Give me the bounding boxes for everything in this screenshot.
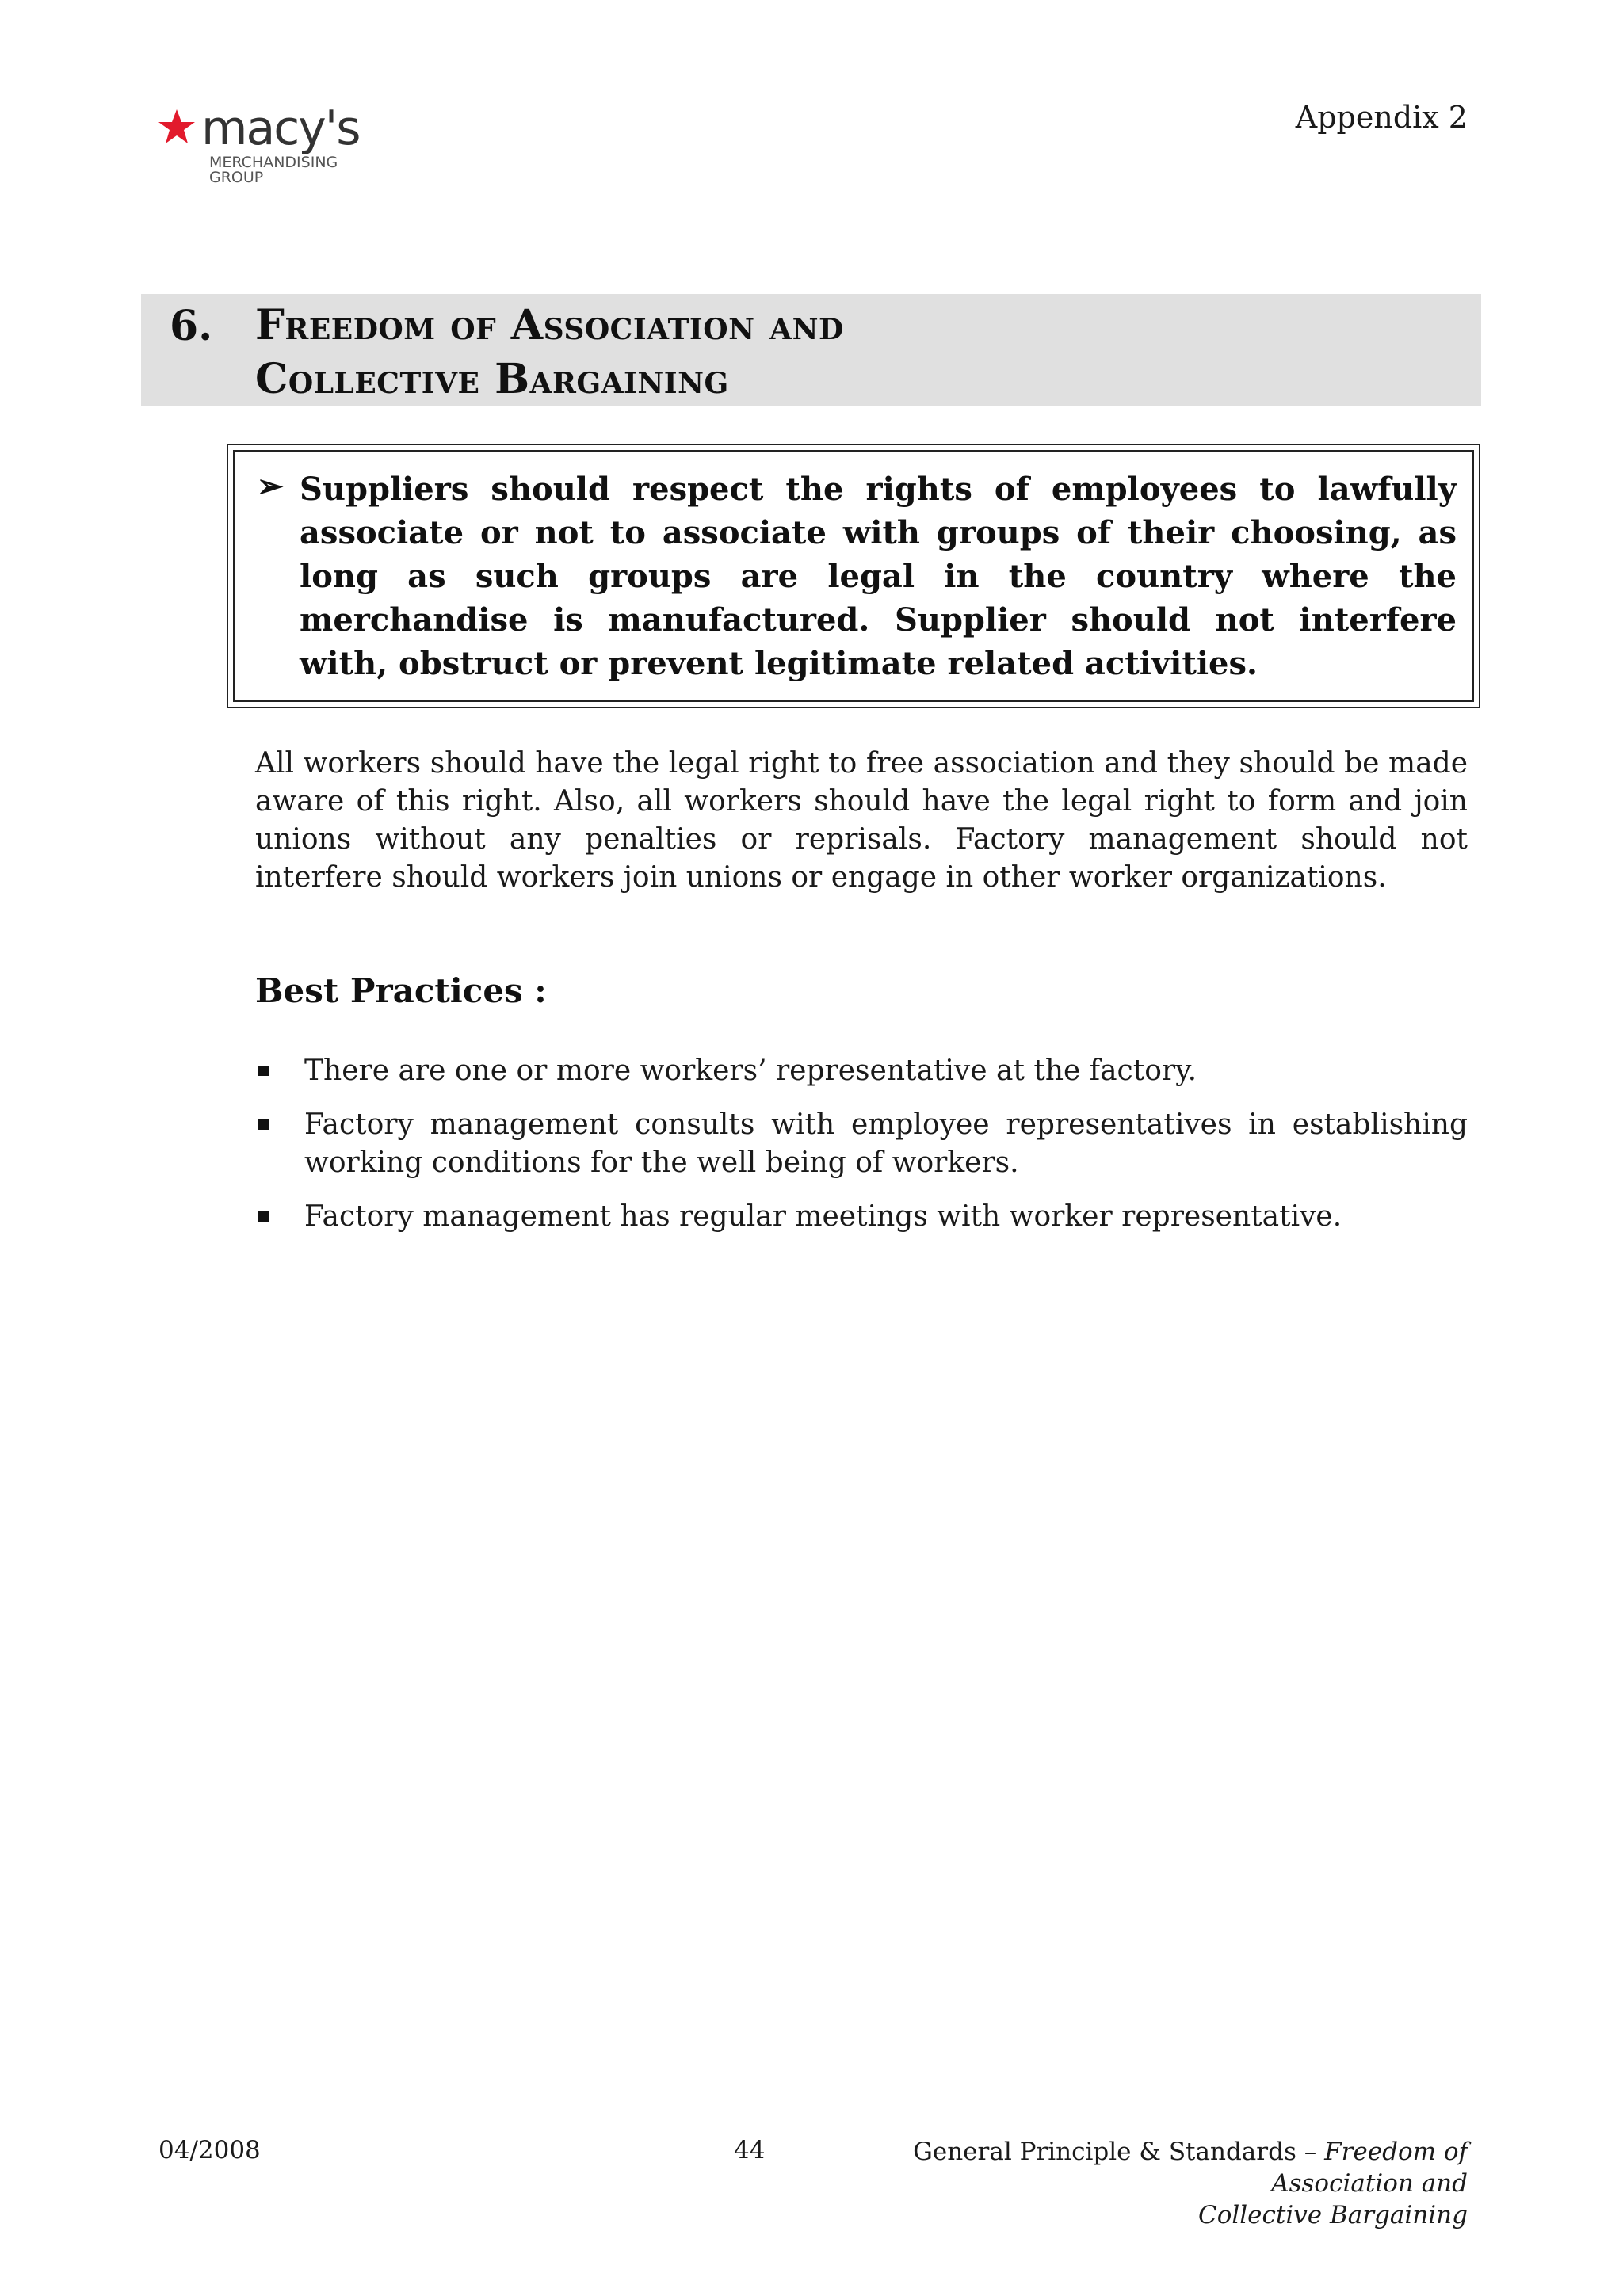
list-item [255, 1106, 1468, 1182]
macys-logo-graphic [155, 100, 417, 195]
footer-title-italic-2: Collective Bargaining [1197, 2201, 1468, 2229]
footer-title-plain: General Principle & Standards – [913, 2138, 1325, 2166]
macys-merchandising-group-logo [155, 100, 417, 195]
section-heading [141, 294, 1481, 406]
principle-statement-text: Suppliers should respect the rights of employees to lawfully associate or not to associate with groups of their choosing, as long as such groups are legal in the country where the merchandise is manufactured. Supplier should not interfere with, obstruct or prevent legitimate related activities. [300, 471, 1457, 682]
footer-date: 04/2008 [158, 2136, 261, 2164]
logo-subtitle-group: GROUP [209, 169, 264, 186]
square-bullet-icon [258, 1066, 269, 1076]
logo-wordmark: macy's [201, 101, 360, 156]
principle-statement-box [227, 444, 1480, 708]
footer-document-title [818, 2136, 1468, 2231]
list-item [255, 1198, 1468, 1236]
section-title-line-2: Collective Bargaining [255, 355, 729, 403]
appendix-label: Appendix 2 [1295, 100, 1468, 135]
footer-title-line-1 [818, 2136, 1468, 2199]
best-practices-title: Best Practices : [255, 971, 547, 1010]
list-item-text: There are one or more workers’ representative at the factory. [304, 1055, 1197, 1087]
square-bullet-icon [258, 1211, 269, 1222]
list-item-text: Factory management consults with employee representatives in establishing working conditions for the well being of workers. [304, 1108, 1468, 1179]
section-number: 6. [170, 302, 213, 350]
section-title [255, 299, 844, 406]
red-star-icon [158, 109, 195, 143]
list-item [255, 1052, 1468, 1090]
list-item-text: Factory management has regular meetings with worker representative. [304, 1200, 1342, 1233]
footer-page-number: 44 [734, 2136, 766, 2164]
body-paragraph: All workers should have the legal right to free association and they should be made aware of this right. Also, all workers should have the legal right to form and join unions without any penalties or reprisals. Factory management should not interfere should workers join unions or engage in other worker organizations. [255, 747, 1468, 894]
footer-title-italic-1: Freedom of Association and [1271, 2138, 1468, 2198]
best-practices-list [255, 1052, 1468, 1252]
section-title-line-1: Freedom of Association and [255, 301, 844, 349]
arrow-bullet-icon: ➢ [257, 467, 284, 505]
logo-subtitle-merchandising: MERCHANDISING [209, 154, 338, 171]
square-bullet-icon [258, 1119, 269, 1130]
